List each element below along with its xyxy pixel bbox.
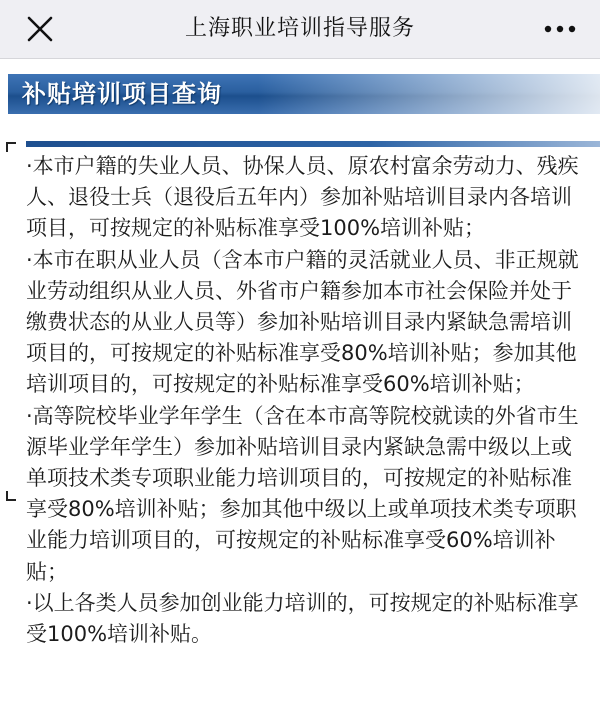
policy-paragraph: ·以上各类人员参加创业能力培训的，可按规定的补贴标准享受100%培训补贴。 xyxy=(26,590,579,647)
corner-bracket-bottom xyxy=(6,491,16,501)
policy-paragraph: ·高等院校毕业学年学生（含在本市高等院校就读的外省市生源毕业学年学生）参加补贴培训目录内紧缺急需中级以上或单项技术类专项职业能力培训项目的，可按规定的补贴标准享受80%培训补贴；参加其他中级以上或单项技术类专项职业能力培训项目的，可按规定的补贴标准享受60%培训补贴； xyxy=(26,403,579,584)
banner-fade xyxy=(258,74,600,114)
policy-text xyxy=(26,151,582,650)
section-banner xyxy=(8,74,600,114)
policy-paragraph: ·本市在职从业人员（含本市户籍的灵活就业人员、非正规就业劳动组织从业人员、外省市户籍参加本市社会保险并处于缴费状态的从业人员等）参加补贴培训目录内紧缺急需培训项目的，可按规定的补贴标准享受80%培训补贴；参加其他培训项目的，可按规定的补贴标准享受60%培训补贴； xyxy=(26,247,579,397)
more-horizontal-icon[interactable] xyxy=(540,14,580,44)
section-divider xyxy=(26,141,600,147)
policy-paragraph: ·本市户籍的失业人员、协保人员、原农村富余劳动力、残疾人、退役士兵（退役后五年内）参加补贴培训目录内各培训项目，可按规定的补贴标准享受100%培训补贴； xyxy=(26,154,579,241)
corner-bracket-top xyxy=(6,142,16,152)
page-title: 上海职业培训指导服务 xyxy=(184,16,415,41)
navigation-bar xyxy=(0,0,600,59)
section-title: 补贴培训项目查询 xyxy=(22,80,222,108)
